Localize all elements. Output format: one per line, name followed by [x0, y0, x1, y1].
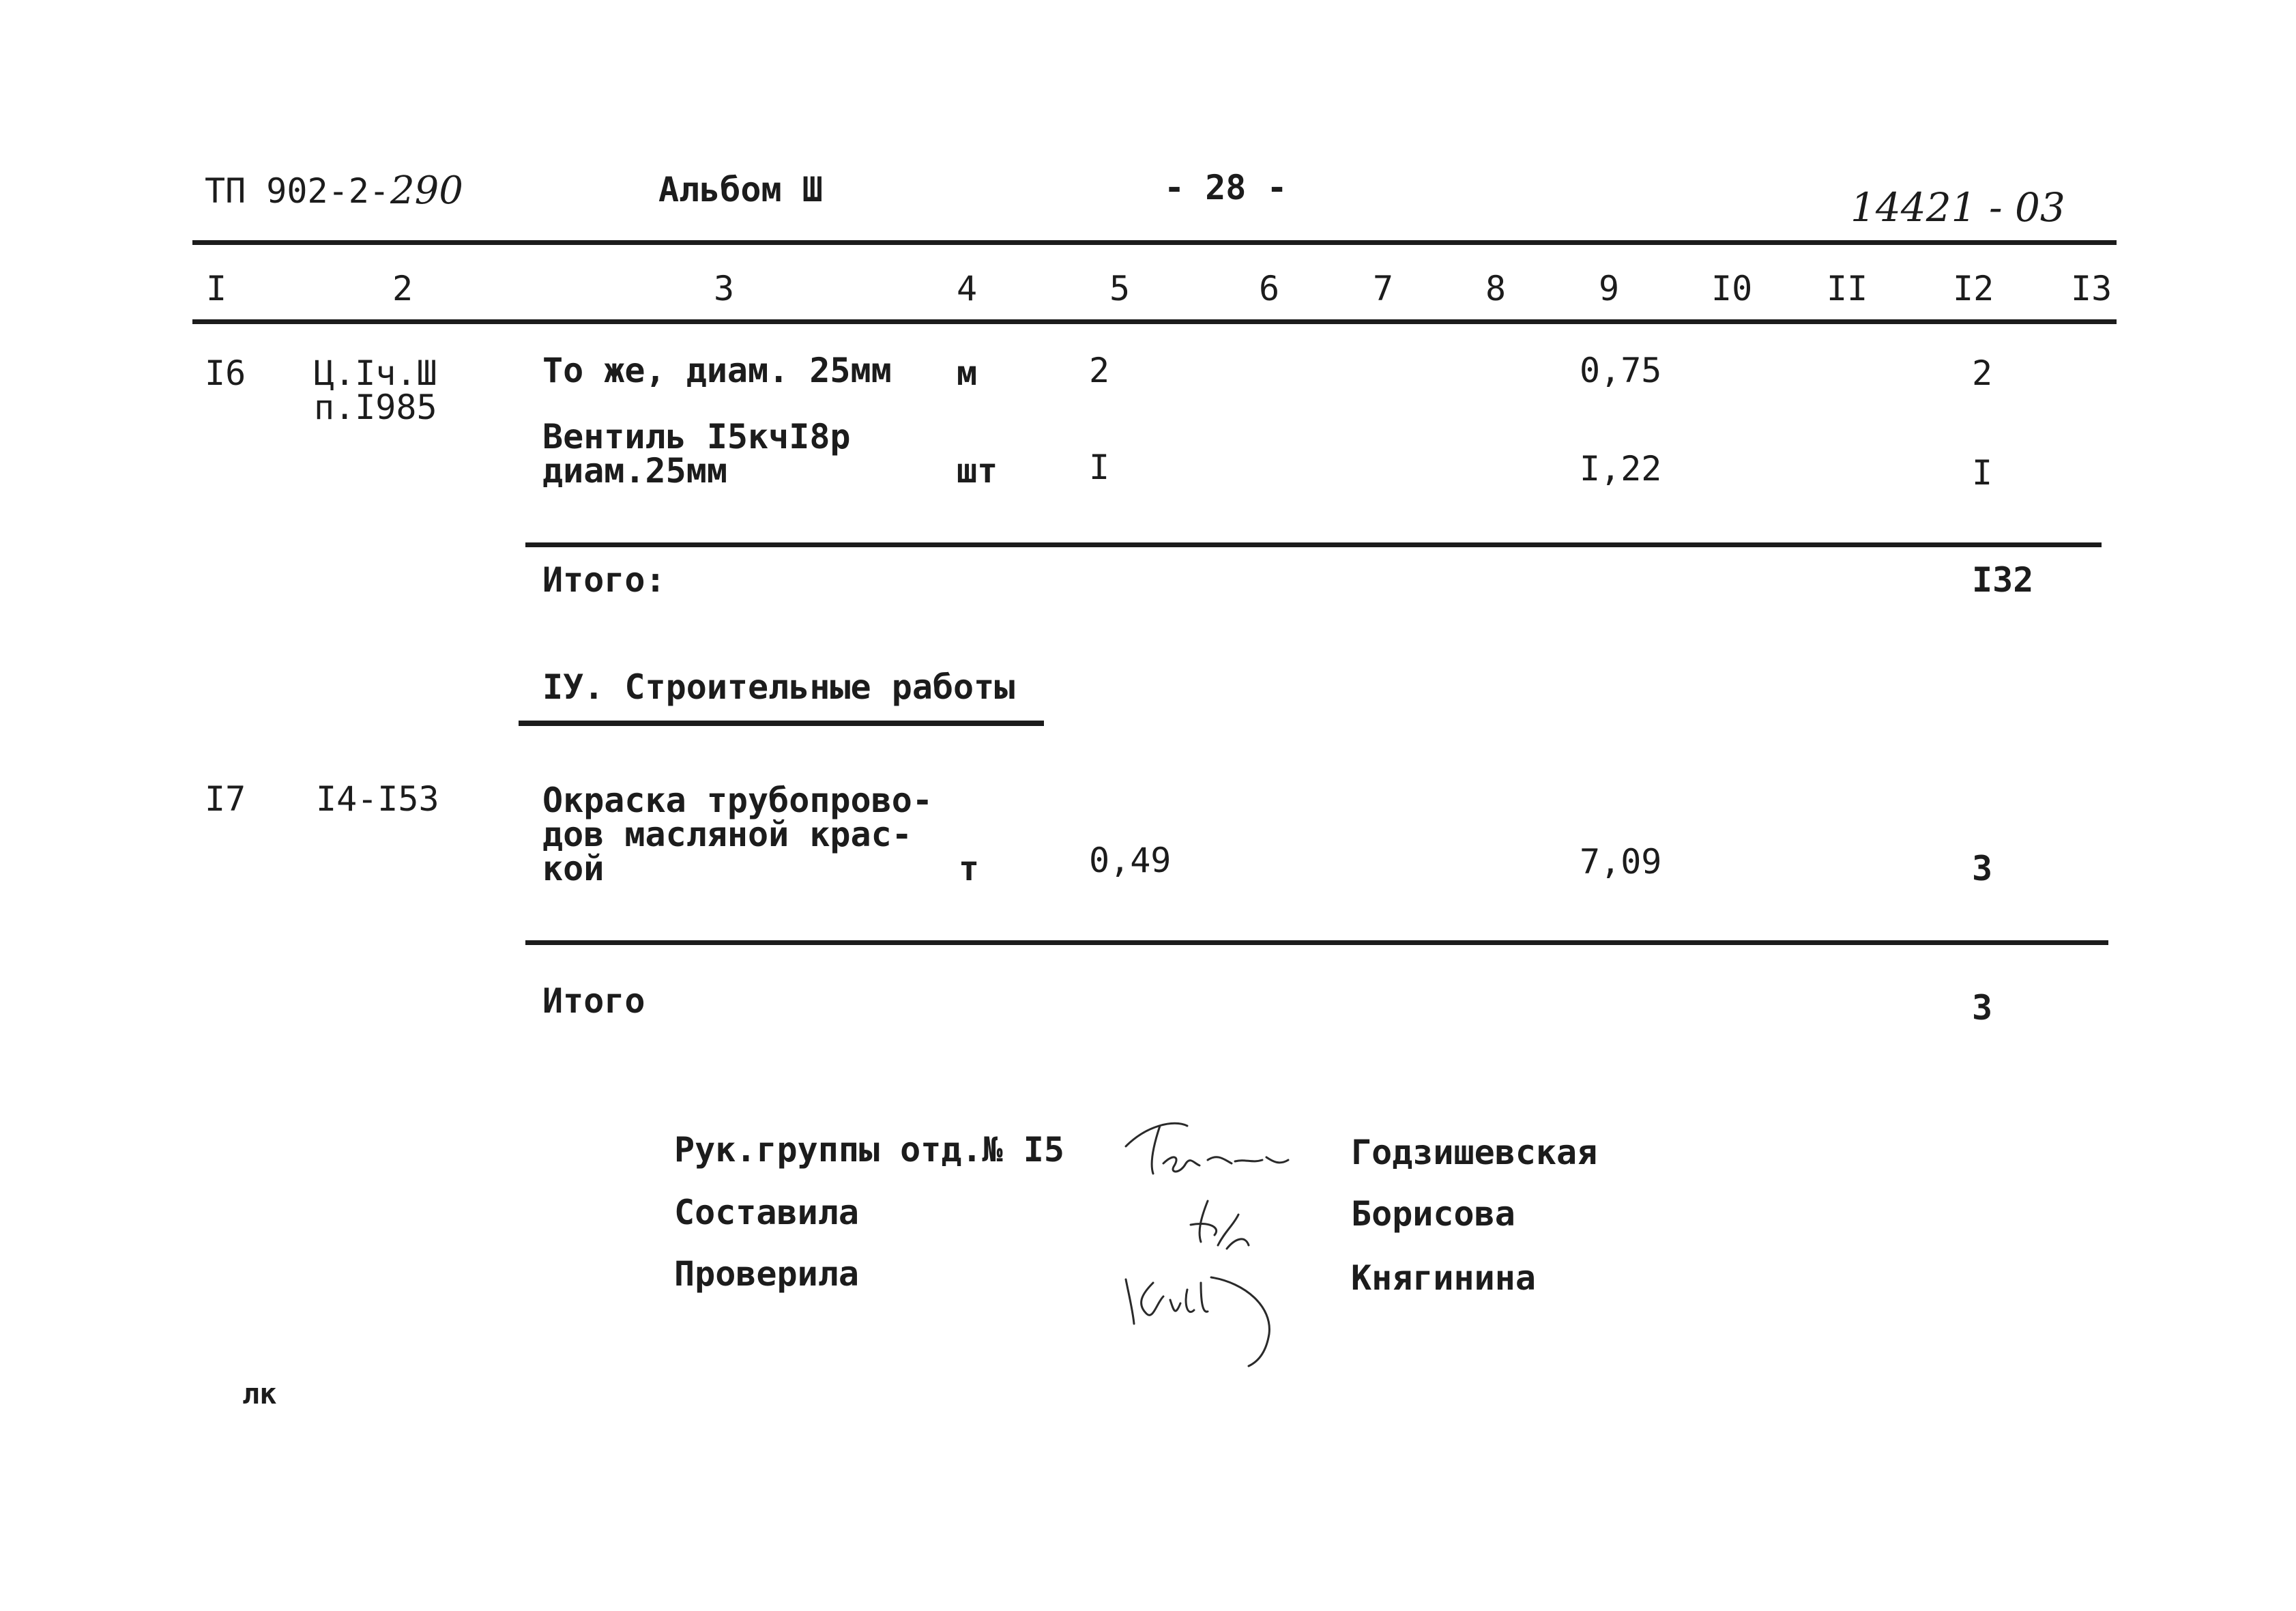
- header-bottom-rule: [192, 319, 2117, 324]
- column-header-4: 4: [957, 269, 978, 308]
- subtotal-rule: [525, 940, 2108, 945]
- signatory-role: Рук.группы отд.№ I5: [674, 1130, 1064, 1170]
- signatory-name: Годзишевская: [1351, 1133, 1598, 1172]
- unit-price: 7,09: [1580, 842, 1662, 882]
- column-header-12: I2: [1953, 269, 1994, 308]
- unit: м: [957, 353, 978, 393]
- column-header-13: I3: [2071, 269, 2112, 308]
- inventory-number-handwritten: 14421 - 03: [1850, 184, 2065, 231]
- handwritten-signatures: [1105, 1099, 1324, 1371]
- price-code: I4-I53: [316, 779, 439, 819]
- unit-price: 0,75: [1580, 351, 1662, 390]
- signatory-name: Княгинина: [1351, 1258, 1536, 1298]
- unit: шт: [957, 451, 998, 491]
- album-label: Альбом Ш: [658, 170, 823, 209]
- price-code: Ц.Iч.Ш п.I985: [314, 353, 437, 427]
- total-value: 2: [1972, 353, 1993, 393]
- work-description: То же, диам. 25мм: [542, 351, 892, 390]
- doc-number-handwritten: 290: [390, 169, 463, 213]
- total-value: I: [1972, 453, 1993, 493]
- quantity: 0,49: [1089, 841, 1172, 880]
- column-header-3: 3: [714, 269, 735, 308]
- signatory-name: Борисова: [1351, 1194, 1515, 1234]
- work-description: Окраска трубопрово- дов масляной крас- кой: [542, 781, 933, 888]
- column-header-2: 2: [392, 269, 413, 308]
- row-number: I6: [205, 353, 246, 393]
- column-header-7: 7: [1373, 269, 1394, 308]
- column-header-10: I0: [1711, 269, 1753, 308]
- total-value: 3: [1972, 849, 1993, 888]
- signatory-role: Проверила: [674, 1254, 859, 1294]
- quantity: I: [1089, 448, 1110, 487]
- subtotal-value: I32: [1972, 560, 2034, 600]
- subtotal-label: Итого: [542, 981, 645, 1021]
- page-number: - 28 -: [1164, 168, 1288, 207]
- unit: т: [959, 849, 980, 888]
- quantity: 2: [1089, 351, 1110, 390]
- column-header-9: 9: [1599, 269, 1620, 308]
- column-header-6: 6: [1259, 269, 1280, 308]
- column-header-1: I: [206, 269, 227, 308]
- footer-mark: лк: [242, 1377, 277, 1410]
- section-title: IУ. Строительные работы: [542, 667, 1015, 707]
- doc-prefix: ТП 902-2-: [205, 171, 390, 211]
- subtotal-rule: [525, 542, 2102, 547]
- unit-price: I,22: [1580, 449, 1662, 489]
- row-number: I7: [205, 779, 246, 819]
- signatory-role: Составила: [674, 1193, 859, 1232]
- header-top-rule: [192, 240, 2117, 245]
- subtotal-value: 3: [1972, 988, 1993, 1028]
- column-header-5: 5: [1109, 269, 1131, 308]
- work-description: Вентиль I5кчI8р диам.25мм: [542, 417, 851, 491]
- column-header-8: 8: [1485, 269, 1507, 308]
- section-title-underline: [519, 721, 1044, 726]
- subtotal-label: Итого:: [542, 560, 666, 600]
- column-header-11: II: [1827, 269, 1868, 308]
